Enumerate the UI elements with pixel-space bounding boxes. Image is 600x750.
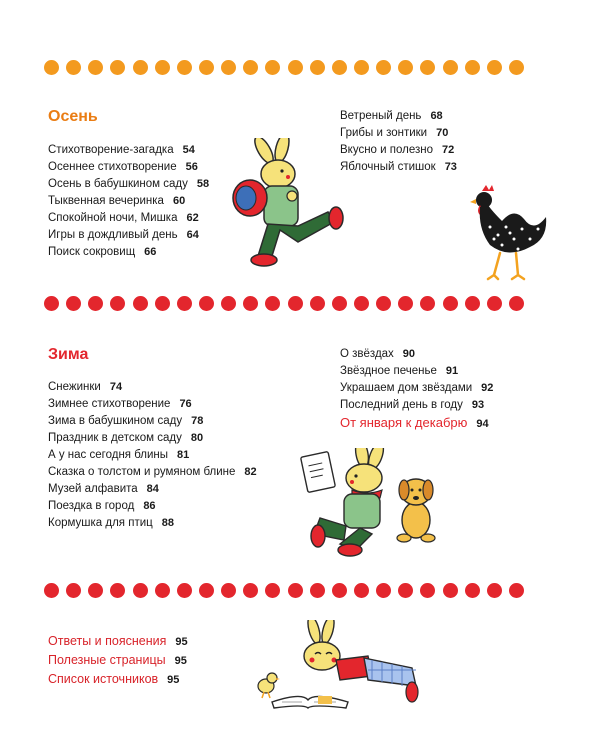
toc-entry-label: Стихотворение-загадка: [48, 144, 174, 156]
toc-entry-page: 95: [167, 674, 180, 686]
toc-entry[interactable]: [48, 142, 209, 159]
toc-entry[interactable]: [48, 413, 257, 430]
toc-entry-page: 54: [182, 144, 195, 156]
toc-entry[interactable]: [48, 159, 209, 176]
toc-entry-page: 76: [179, 398, 192, 410]
toc-entry-page: 68: [430, 110, 443, 122]
toc-entry-label: Поиск сокровищ: [48, 246, 136, 258]
decorative-dot: [243, 583, 258, 598]
decorative-dot: [310, 583, 325, 598]
toc-entry[interactable]: [48, 210, 209, 227]
toc-entry-label: Зимнее стихотворение: [48, 398, 171, 410]
decorative-dot: [420, 296, 435, 311]
dot-divider-top: [44, 60, 524, 78]
decorative-dot: [465, 296, 480, 311]
toc-entry[interactable]: [340, 363, 493, 380]
decorative-dot: [487, 296, 502, 311]
toc-entry-page: 90: [402, 348, 416, 360]
toc-entry-page: 82: [244, 466, 257, 478]
toc-entry[interactable]: [48, 670, 188, 689]
toc-entry-label: О звёздах: [340, 348, 394, 360]
decorative-dot: [332, 583, 347, 598]
decorative-dot: [376, 583, 391, 598]
decorative-dot: [509, 296, 524, 311]
decorative-dot: [133, 583, 148, 598]
toc-entry-label: Поездка в город: [48, 500, 135, 512]
toc-entry-label: Осеннее стихотворение: [48, 161, 177, 173]
toc-entry[interactable]: [48, 193, 209, 210]
winter-toc-left: [48, 379, 257, 532]
toc-entry-page: 92: [481, 382, 494, 394]
decorative-dot: [487, 583, 502, 598]
toc-entry-page: 81: [177, 449, 190, 461]
toc-entry-label: Осень в бабушкином саду: [48, 178, 188, 190]
toc-entry[interactable]: [48, 396, 257, 413]
decorative-dot: [133, 296, 148, 311]
decorative-dot: [155, 60, 170, 75]
winter-section-title: Зима: [48, 346, 89, 363]
toc-entry-page: 58: [196, 178, 210, 190]
toc-entry[interactable]: [48, 430, 257, 447]
toc-entry-label: Снежинки: [48, 381, 101, 393]
walking-bunny-illustration: [228, 138, 352, 272]
decorative-dot: [177, 296, 192, 311]
toc-entry-label: Вкусно и полезно: [340, 144, 434, 156]
toc-entry-page: 66: [144, 246, 157, 258]
decorative-dot: [398, 60, 413, 75]
toc-entry[interactable]: [48, 515, 257, 532]
decorative-dot: [310, 60, 325, 75]
toc-entry[interactable]: [340, 142, 457, 159]
decorative-dot: [288, 60, 303, 75]
decorative-dot: [88, 60, 103, 75]
autumn-toc-right: [340, 108, 457, 176]
toc-entry-label: Полезные страницы: [48, 653, 166, 667]
decorative-dot: [376, 296, 391, 311]
toc-entry-label: Праздник в детском саду: [48, 432, 182, 444]
appendix-toc: [48, 632, 188, 689]
decorative-dot: [265, 296, 280, 311]
hen-illustration: [468, 183, 552, 281]
toc-entry-page: 94: [476, 418, 489, 430]
decorative-dot: [443, 583, 458, 598]
decorative-dot: [155, 296, 170, 311]
toc-entry[interactable]: [48, 379, 257, 396]
toc-entry[interactable]: [340, 159, 457, 176]
toc-entry-label: От января к декабрю: [340, 415, 468, 430]
toc-entry[interactable]: [340, 125, 457, 142]
decorative-dot: [110, 60, 125, 75]
toc-entry-label: А у нас сегодня блины: [48, 449, 169, 461]
decorative-dot: [177, 583, 192, 598]
winter-toc-right: [340, 346, 493, 431]
lying-bunny-with-book-illustration: [252, 620, 424, 720]
toc-entry-label: Игры в дождливый день: [48, 229, 178, 241]
toc-entry-page: 88: [161, 517, 174, 529]
toc-entry-label: Музей алфавита: [48, 483, 138, 495]
toc-entry-label: Яблочный стишок: [340, 161, 436, 173]
decorative-dot: [288, 296, 303, 311]
toc-entry-label: Кормушка для птиц: [48, 517, 153, 529]
decorative-dot: [44, 60, 59, 75]
decorative-dot: [465, 60, 480, 75]
decorative-dot: [332, 296, 347, 311]
decorative-dot: [199, 296, 214, 311]
decorative-dot: [66, 60, 81, 75]
dot-divider-bottom: [44, 583, 524, 601]
toc-entry-label: Последний день в году: [340, 399, 463, 411]
decorative-dot: [265, 583, 280, 598]
autumn-section-title: Осень: [48, 108, 98, 125]
decorative-dot: [110, 583, 125, 598]
toc-entry-page: 91: [445, 365, 459, 377]
decorative-dot: [465, 583, 480, 598]
decorative-dot: [221, 60, 236, 75]
decorative-dot: [66, 583, 81, 598]
decorative-dot: [398, 583, 413, 598]
toc-entry-page: 73: [444, 161, 457, 173]
toc-entry-page: 60: [172, 195, 186, 207]
toc-entry-page: 56: [185, 161, 198, 173]
toc-entry[interactable]: [340, 346, 493, 363]
autumn-toc-left: [48, 142, 209, 261]
toc-entry[interactable]: [340, 397, 493, 414]
decorative-dot: [265, 60, 280, 75]
decorative-dot: [199, 60, 214, 75]
decorative-dot: [66, 296, 81, 311]
toc-entry-page: 78: [191, 415, 204, 427]
decorative-dot: [221, 583, 236, 598]
toc-entry-page: 80: [190, 432, 204, 444]
decorative-dot: [44, 583, 59, 598]
decorative-dot: [354, 60, 369, 75]
decorative-dot: [398, 296, 413, 311]
toc-entry-label: Зима в бабушкином саду: [48, 415, 183, 427]
toc-entry-page: 93: [471, 399, 485, 411]
toc-entry-page: 72: [442, 144, 455, 156]
decorative-dot: [420, 583, 435, 598]
decorative-dot: [443, 60, 458, 75]
toc-entry[interactable]: [48, 464, 257, 481]
toc-entry-page: 95: [175, 636, 188, 648]
toc-entry[interactable]: [48, 227, 209, 244]
toc-entry-label: Сказка о толстом и румяном блине: [48, 466, 236, 478]
toc-entry-page: 84: [146, 483, 159, 495]
toc-entry[interactable]: [340, 380, 493, 397]
toc-entry-label: Украшаем дом звёздами: [340, 382, 473, 394]
toc-entry-page: 70: [436, 127, 449, 139]
decorative-dot: [443, 296, 458, 311]
decorative-dot: [177, 60, 192, 75]
decorative-dot: [88, 296, 103, 311]
toc-entry-page: 95: [174, 655, 187, 667]
decorative-dot: [354, 583, 369, 598]
toc-entry[interactable]: [48, 447, 257, 464]
toc-entry[interactable]: [340, 108, 457, 125]
toc-entry-page: 86: [143, 500, 156, 512]
toc-entry-highlighted[interactable]: [340, 414, 493, 431]
reading-bunny-and-puppy-illustration: [300, 448, 446, 558]
decorative-dot: [221, 296, 236, 311]
toc-entry-page: 62: [186, 212, 199, 224]
toc-entry-page: 64: [186, 229, 199, 241]
decorative-dot: [243, 60, 258, 75]
toc-entry-label: Ответы и пояснения: [48, 634, 167, 648]
decorative-dot: [88, 583, 103, 598]
toc-entry-label: Ветреный день: [340, 110, 422, 122]
toc-entry[interactable]: [48, 244, 209, 261]
decorative-dot: [509, 60, 524, 75]
decorative-dot: [376, 60, 391, 75]
decorative-dot: [243, 296, 258, 311]
toc-entry[interactable]: [48, 632, 188, 651]
decorative-dot: [288, 583, 303, 598]
decorative-dot: [44, 296, 59, 311]
decorative-dot: [420, 60, 435, 75]
toc-entry-page: 74: [109, 381, 123, 393]
toc-entry[interactable]: [48, 498, 257, 515]
decorative-dot: [155, 583, 170, 598]
toc-entry[interactable]: [48, 481, 257, 498]
decorative-dot: [310, 296, 325, 311]
decorative-dot: [509, 583, 524, 598]
dot-divider-middle: [44, 296, 524, 314]
decorative-dot: [110, 296, 125, 311]
decorative-dot: [354, 296, 369, 311]
toc-entry-label: Грибы и зонтики: [340, 127, 428, 139]
toc-entry[interactable]: [48, 176, 209, 193]
decorative-dot: [332, 60, 347, 75]
decorative-dot: [199, 583, 214, 598]
toc-entry-label: Тыквенная вечеринка: [48, 195, 164, 207]
decorative-dot: [487, 60, 502, 75]
toc-entry-label: Спокойной ночи, Мишка: [48, 212, 178, 224]
toc-entry[interactable]: [48, 651, 188, 670]
toc-entry-label: Список источников: [48, 672, 159, 686]
toc-entry-label: Звёздное печенье: [340, 365, 437, 377]
decorative-dot: [133, 60, 148, 75]
